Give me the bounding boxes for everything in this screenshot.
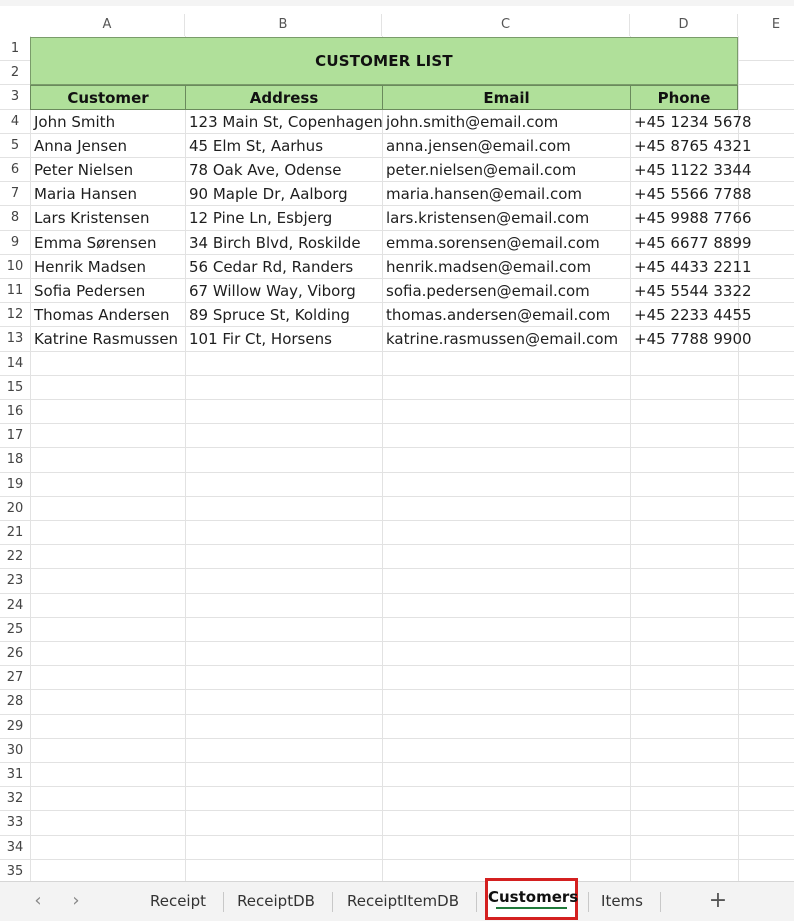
address-cell[interactable]: 89 Spruce St, Kolding [189,306,350,324]
row-header[interactable]: 31 [6,767,24,782]
tab-receiptitemdb[interactable]: ReceiptItemDB [346,892,459,910]
row-header[interactable]: 2 [10,65,20,80]
email-cell[interactable]: maria.hansen@email.com [386,185,583,203]
gridline [0,810,794,811]
gridline [0,544,794,545]
customer-name-cell[interactable]: Sofia Pedersen [34,282,146,300]
tab-separator [332,892,333,912]
gridline [0,786,794,787]
chevron-left-icon[interactable]: ‹ [34,890,42,911]
gridline [0,375,794,376]
row-header[interactable]: 27 [6,670,24,685]
phone-cell[interactable]: +45 5566 7788 [634,185,752,203]
row-header[interactable]: 34 [6,840,24,855]
select-all-corner[interactable] [0,14,30,36]
row-header[interactable]: 12 [6,307,24,322]
tab-receiptdb[interactable]: ReceiptDB [237,892,315,910]
row-header[interactable]: 29 [6,719,24,734]
customer-name-cell[interactable]: Henrik Madsen [34,258,147,276]
gridline [0,665,794,666]
row-header[interactable]: 8 [10,210,20,225]
phone-cell[interactable]: +45 1122 3344 [634,161,752,179]
email-cell[interactable]: katrine.rasmussen@email.com [386,330,619,348]
address-cell[interactable]: 123 Main St, Copenhagen [189,113,383,131]
tab-customers[interactable]: Customers [488,888,579,906]
column-header-e[interactable]: E [771,17,781,32]
gridline [0,351,794,352]
gridline [0,593,794,594]
row-header[interactable]: 22 [6,549,24,564]
header-email[interactable]: Email [382,85,631,110]
row-header[interactable]: 16 [6,404,24,419]
email-cell[interactable]: john.smith@email.com [386,113,559,131]
gridline [0,447,794,448]
email-cell[interactable]: emma.sorensen@email.com [386,234,600,252]
row-header[interactable]: 13 [6,331,24,346]
phone-cell[interactable]: +45 1234 5678 [634,113,752,131]
email-cell[interactable]: thomas.andersen@email.com [386,306,611,324]
header-customer[interactable]: Customer [30,85,186,110]
tab-separator [660,892,661,912]
address-cell[interactable]: 90 Maple Dr, Aalborg [189,185,348,203]
column-header-c[interactable]: C [382,14,630,36]
column-header-d[interactable]: D [630,14,738,36]
phone-cell[interactable]: +45 8765 4321 [634,137,752,155]
phone-cell[interactable]: +45 9988 7766 [634,209,752,227]
header-address[interactable]: Address [185,85,383,110]
row-header[interactable]: 7 [10,186,20,201]
address-cell[interactable]: 101 Fir Ct, Horsens [189,330,332,348]
customer-name-cell[interactable]: Lars Kristensen [34,209,150,227]
column-header-a[interactable]: A [30,14,185,36]
phone-cell[interactable]: +45 7788 9900 [634,330,752,348]
email-cell[interactable]: anna.jensen@email.com [386,137,571,155]
header-phone[interactable]: Phone [630,85,738,110]
gridline [0,568,794,569]
address-cell[interactable]: 67 Willow Way, Viborg [189,282,356,300]
row-header[interactable]: 5 [10,138,20,153]
gridline [0,496,794,497]
row-header[interactable]: 25 [6,622,24,637]
customer-name-cell[interactable]: Anna Jensen [34,137,127,155]
tab-separator [223,892,224,912]
tab-customers-highlight[interactable] [485,878,578,920]
customer-name-cell[interactable]: Katrine Rasmussen [34,330,179,348]
gridline [0,423,794,424]
gridline [0,520,794,521]
customer-name-cell[interactable]: John Smith [34,113,116,131]
gridline [0,859,794,860]
sheet-title[interactable]: CUSTOMER LIST [30,37,738,85]
gridline [0,762,794,763]
address-cell[interactable]: 12 Pine Ln, Esbjerg [189,209,333,227]
phone-cell[interactable]: +45 2233 4455 [634,306,752,324]
row-header[interactable]: 24 [6,598,24,613]
row-header[interactable]: 30 [6,743,24,758]
row-header[interactable]: 18 [6,452,24,467]
row-header[interactable]: 19 [6,477,24,492]
row-header[interactable]: 35 [6,864,24,879]
row-header[interactable]: 9 [10,235,20,250]
gridline [0,399,794,400]
row-header[interactable]: 26 [6,646,24,661]
row-header[interactable]: 1 [10,41,20,56]
gridline [0,714,794,715]
gridline [0,835,794,836]
row-header[interactable]: 3 [10,89,20,104]
address-cell[interactable]: 78 Oak Ave, Odense [189,161,342,179]
email-cell[interactable]: peter.nielsen@email.com [386,161,577,179]
row-header[interactable]: 10 [6,259,24,274]
email-cell[interactable]: lars.kristensen@email.com [386,209,590,227]
row-header[interactable]: 15 [6,380,24,395]
phone-cell[interactable]: +45 6677 8899 [634,234,752,252]
gridline [0,472,794,473]
tab-receipt[interactable]: Receipt [149,892,207,910]
tab-separator [476,892,477,912]
row-header[interactable]: 14 [6,356,24,371]
email-cell[interactable]: henrik.madsen@email.com [386,258,592,276]
row-header[interactable]: 17 [6,428,24,443]
customer-name-cell[interactable]: Peter Nielsen [34,161,134,179]
row-header[interactable]: 32 [6,791,24,806]
row-header[interactable]: 20 [6,501,24,516]
row-header[interactable]: 33 [6,815,24,830]
email-cell[interactable]: sofia.pedersen@email.com [386,282,590,300]
row-header[interactable]: 28 [6,694,24,709]
row-header[interactable]: 4 [10,114,20,129]
chevron-right-icon[interactable]: › [72,890,80,911]
row-header[interactable]: 11 [6,283,24,298]
gridline [0,689,794,690]
customer-name-cell[interactable]: Maria Hansen [34,185,137,203]
active-tab-underline [496,907,567,909]
phone-cell[interactable]: +45 4433 2211 [634,258,752,276]
row-header[interactable]: 6 [10,162,20,177]
sheet-tab-bar [0,881,794,921]
address-cell[interactable]: 45 Elm St, Aarhus [189,137,324,155]
customer-name-cell[interactable]: Thomas Andersen [34,306,170,324]
gridline [0,738,794,739]
column-header-b[interactable]: B [185,14,382,36]
row-header[interactable]: 23 [6,573,24,588]
customer-name-cell[interactable]: Emma Sørensen [34,234,157,252]
tab-items[interactable]: Items [601,892,643,910]
gridline [0,617,794,618]
plus-icon[interactable]: + [708,888,728,913]
tab-separator [588,892,589,912]
address-cell[interactable]: 34 Birch Blvd, Roskilde [189,234,361,252]
gridline [0,641,794,642]
phone-cell[interactable]: +45 5544 3322 [634,282,752,300]
row-header[interactable]: 21 [6,525,24,540]
address-cell[interactable]: 56 Cedar Rd, Randers [189,258,354,276]
